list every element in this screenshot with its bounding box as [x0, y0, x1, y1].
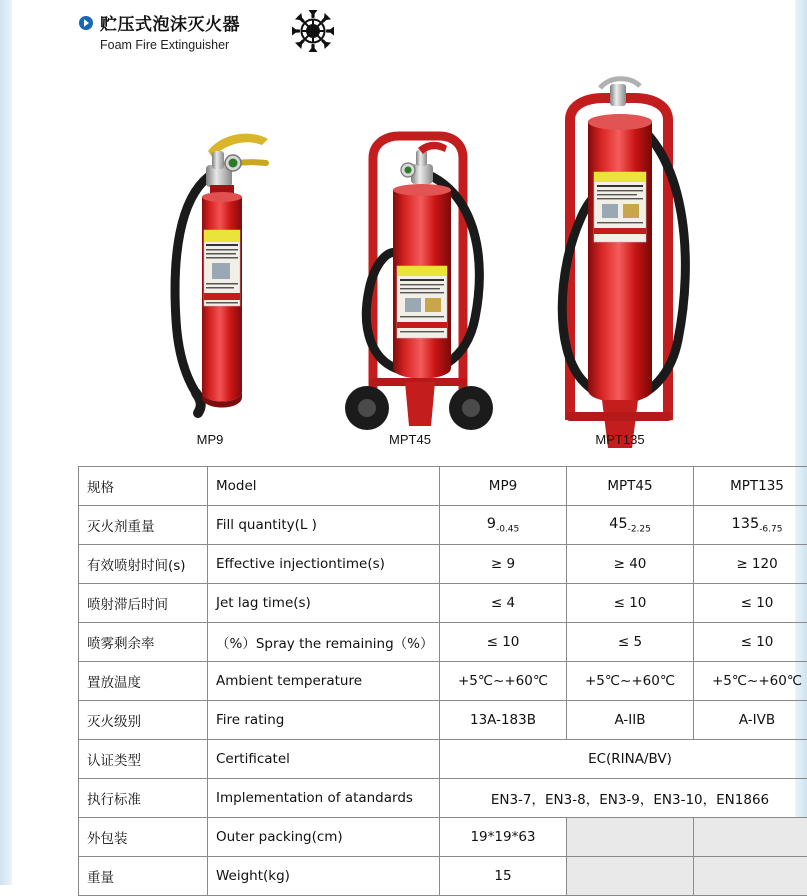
cell-weight-mpt135: [694, 857, 807, 896]
product-image-mp9: [150, 105, 310, 450]
cell-temp-mpt45: +5℃~+60℃: [567, 662, 694, 701]
cell-spray-mpt135: ≤ 10: [694, 623, 807, 662]
row-label-cn: 喷雾剩余率: [79, 623, 208, 662]
chevron-circle-icon: [78, 15, 94, 31]
cell-packing-mpt45: [567, 818, 694, 857]
row-label-cn: 灭火剂重量: [79, 506, 208, 545]
table-row: [79, 545, 807, 584]
caption-mpt45: MPT45: [360, 432, 460, 447]
table-row: [79, 584, 807, 623]
ship-wheel-icon: [290, 8, 336, 54]
row-label-cn: 灭火级别: [79, 701, 208, 740]
value-tolerance: -2.25: [628, 524, 651, 534]
row-label-cn: 外包装: [79, 818, 208, 857]
row-label-en: Certificatel: [208, 740, 440, 779]
table-row: [79, 701, 807, 740]
row-label-cn: 有效喷射时间(s): [79, 545, 208, 584]
specification-table: [78, 466, 807, 896]
row-label-en: Weight(kg): [208, 857, 440, 896]
product-image-mpt135: [530, 60, 710, 465]
value-text: 45: [609, 516, 627, 532]
cell-spray-mpt45: ≤ 5: [567, 623, 694, 662]
cell-rating-mp9: 13A-183B: [440, 701, 567, 740]
row-label-cn: 执行标准: [79, 779, 208, 818]
table-row: [79, 740, 807, 779]
cell-injection-mpt135: ≥ 120: [694, 545, 807, 584]
row-label-cn: 重量: [79, 857, 208, 896]
cell-weight-mpt45: [567, 857, 694, 896]
row-label-cn: 认证类型: [79, 740, 208, 779]
cell-fill-mpt45: [567, 506, 694, 545]
cell-injection-mpt45: ≥ 40: [567, 545, 694, 584]
cell-rating-mpt45: A-IIB: [567, 701, 694, 740]
cell-injection-mp9: ≥ 9: [440, 545, 567, 584]
row-label-en: Implementation of atandards: [208, 779, 440, 818]
cell-spray-mp9: ≤ 10: [440, 623, 567, 662]
row-label-en: Fire rating: [208, 701, 440, 740]
cell-temp-mpt135: +5℃~+60℃: [694, 662, 807, 701]
value-text: 135: [732, 516, 760, 532]
page-title-en: Foam Fire Extinguisher: [100, 38, 478, 52]
cell-rating-mpt135: A-IVB: [694, 701, 807, 740]
caption-mp9: MP9: [160, 432, 260, 447]
table-row: [79, 857, 807, 896]
cell-packing-mp9: 19*19*63: [440, 818, 567, 857]
row-label-en: Model: [208, 467, 440, 506]
cell-model-mpt135: MPT135: [694, 467, 807, 506]
value-tolerance: -0.45: [496, 524, 519, 534]
page-title-cn: 贮压式泡沫灭火器: [100, 10, 240, 35]
row-label-en: Effective injectiontime(s): [208, 545, 440, 584]
cell-fill-mp9: [440, 506, 567, 545]
row-label-en: Outer packing(cm): [208, 818, 440, 857]
row-label-en: Jet lag time(s): [208, 584, 440, 623]
caption-mpt135: MPT135: [570, 432, 670, 447]
row-label-en: Fill quantity(L ): [208, 506, 440, 545]
row-label-en: （%）Spray the remaining（%）: [208, 623, 440, 662]
table-row: [79, 818, 807, 857]
row-label-cn: 喷射滞后时间: [79, 584, 208, 623]
value-text: 9: [487, 516, 496, 532]
row-label-cn: 规格: [79, 467, 208, 506]
product-image-mpt45: [335, 78, 510, 453]
cell-weight-mp9: 15: [440, 857, 567, 896]
table-row: [79, 467, 807, 506]
page-header: [78, 10, 478, 52]
table-row: [79, 779, 807, 818]
cell-model-mp9: MP9: [440, 467, 567, 506]
cell-jetlag-mpt135: ≤ 10: [694, 584, 807, 623]
row-label-cn: 置放温度: [79, 662, 208, 701]
product-image-row: [0, 60, 807, 450]
table-row: [79, 662, 807, 701]
row-label-en: Ambient temperature: [208, 662, 440, 701]
table-row: [79, 506, 807, 545]
table-row: [79, 623, 807, 662]
cell-fill-mpt135: [694, 506, 807, 545]
value-tolerance: -6.75: [759, 524, 782, 534]
cell-jetlag-mp9: ≤ 4: [440, 584, 567, 623]
cell-model-mpt45: MPT45: [567, 467, 694, 506]
cell-certificate-all: EC(RINA/BV): [440, 740, 807, 779]
cell-standards-all: EN3-7，EN3-8，EN3-9，EN3-10，EN1866: [440, 779, 807, 818]
cell-packing-mpt135: [694, 818, 807, 857]
cell-temp-mp9: +5℃~+60℃: [440, 662, 567, 701]
cell-jetlag-mpt45: ≤ 10: [567, 584, 694, 623]
